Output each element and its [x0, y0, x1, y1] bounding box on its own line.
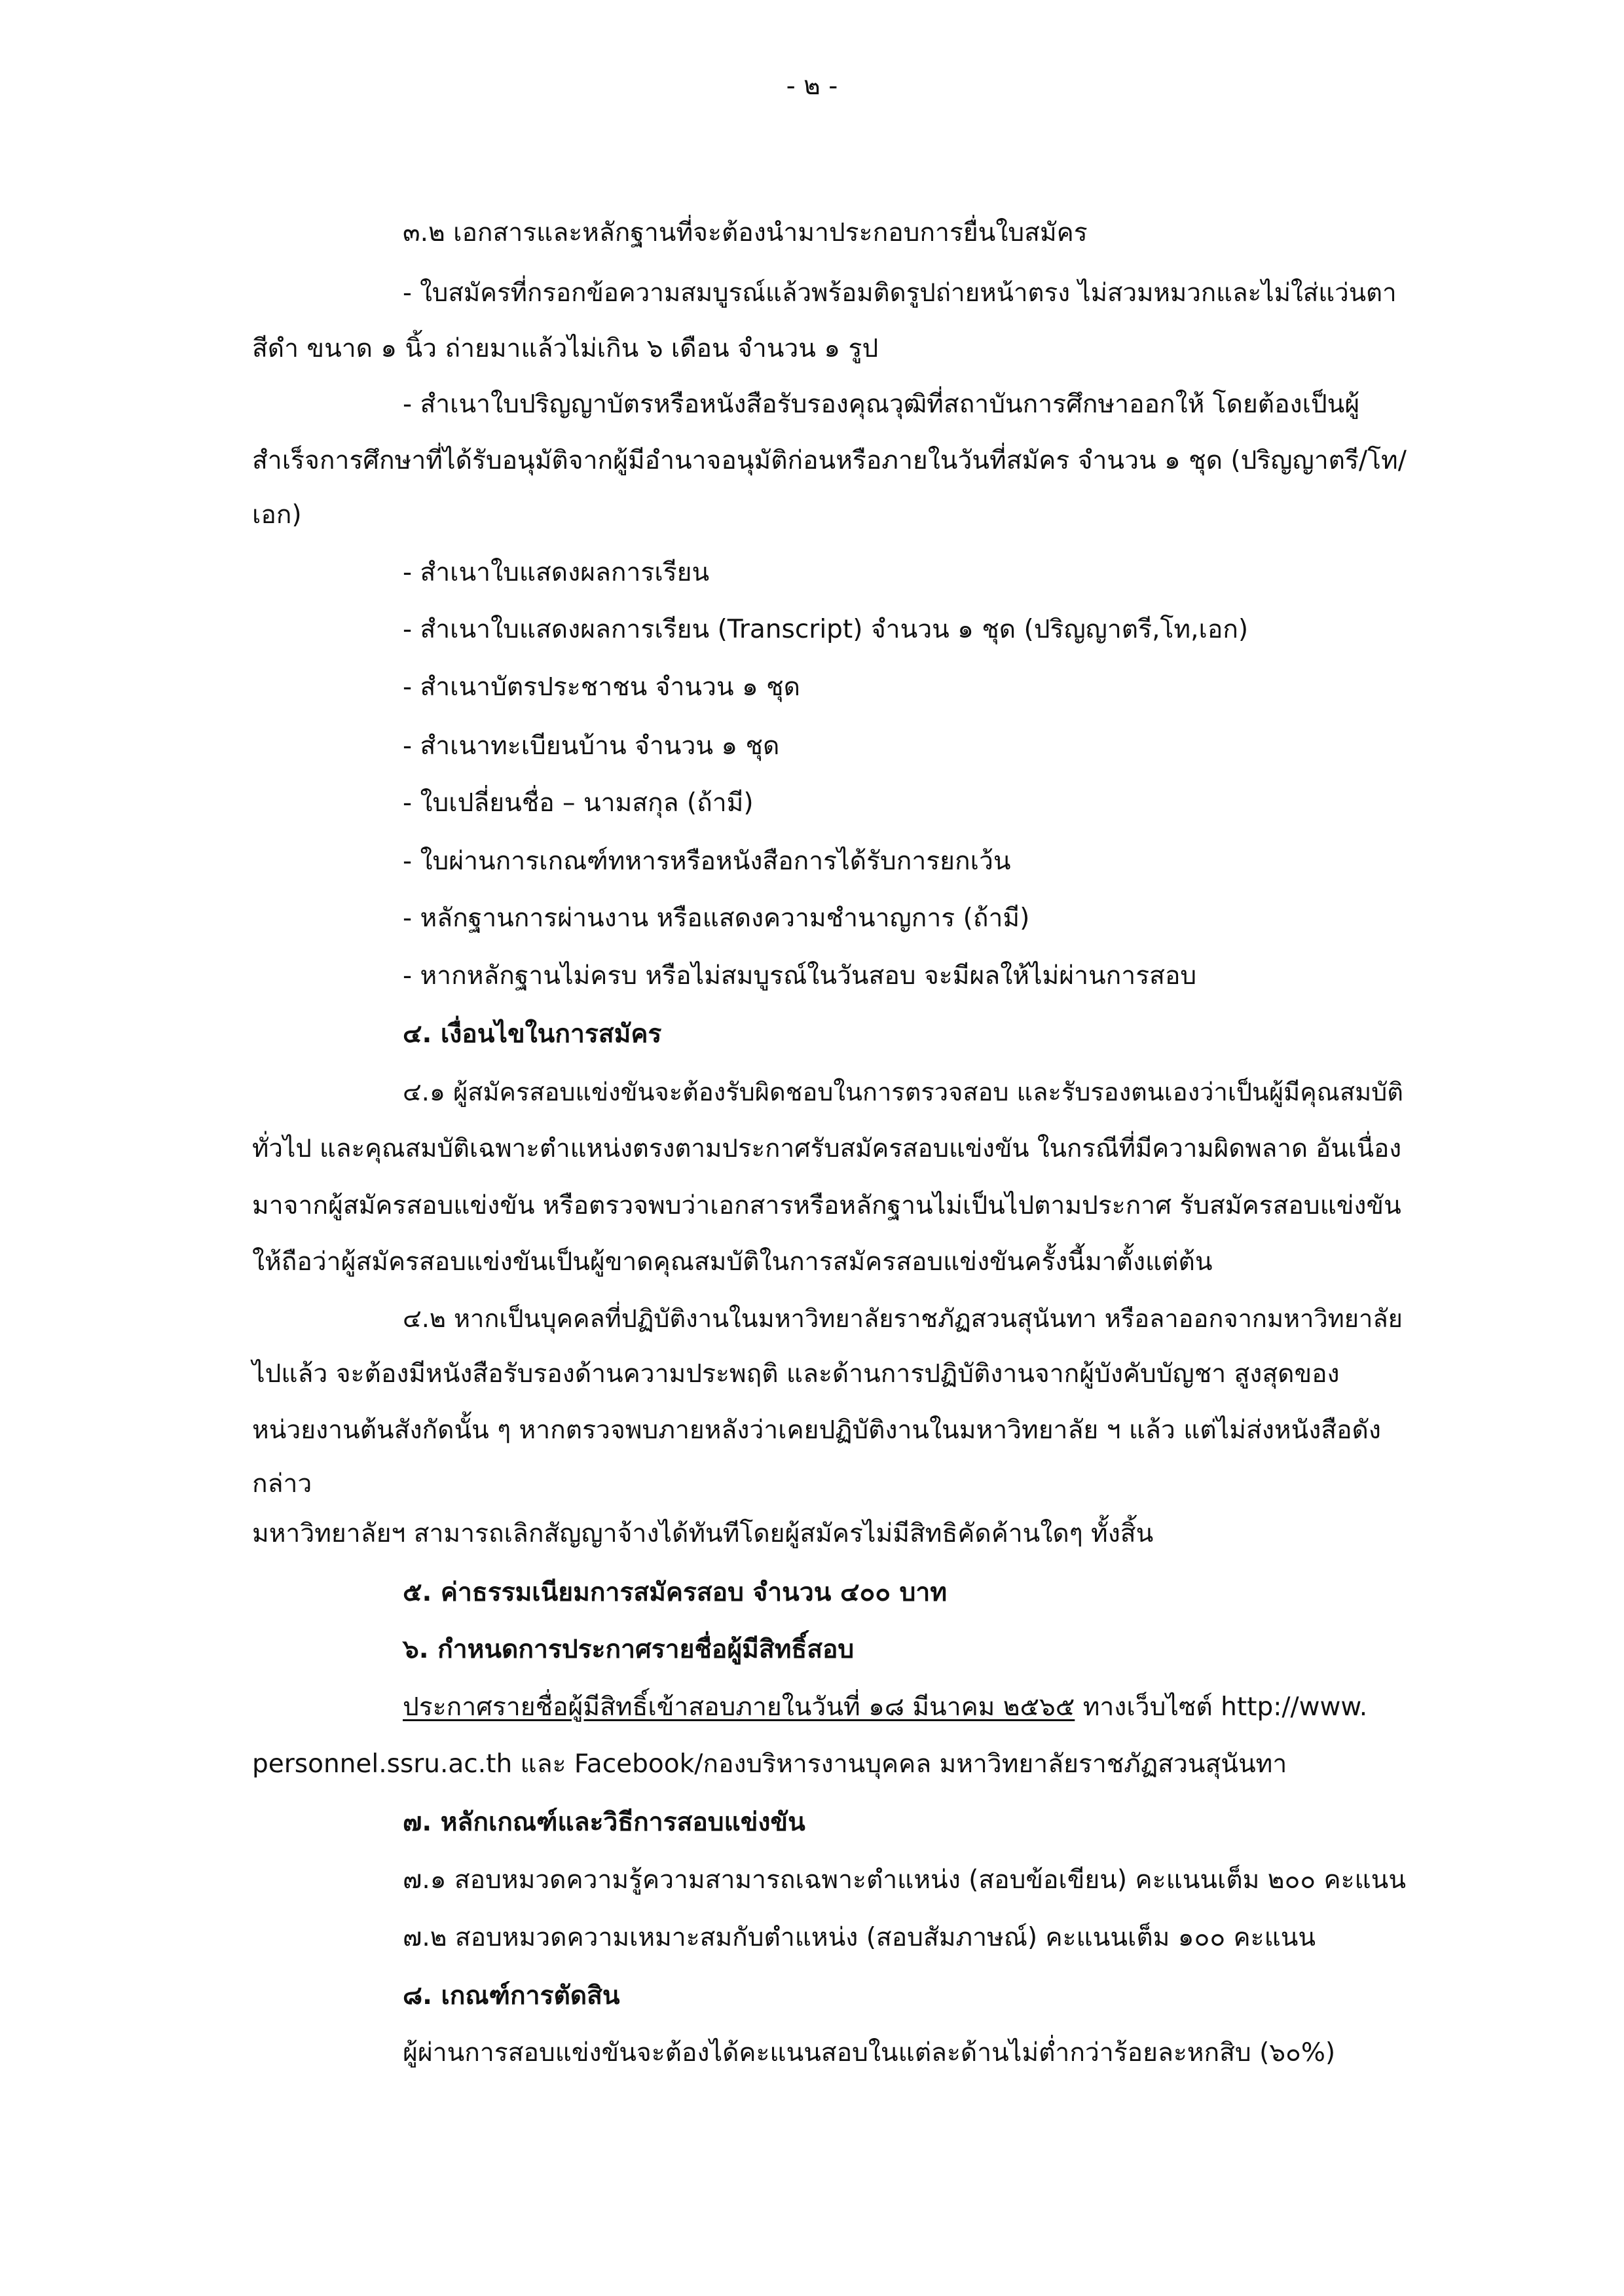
page-number: - ๒ - [786, 71, 838, 101]
section-4-p1-line4: ให้ถือว่าผู้สมัครสอบแข่งขันเป็นผู้ขาดคุณสมบัติในการสมัครสอบแข่งขันครั้งนี้มาตั้งแต่ต้น [252, 1247, 1213, 1277]
section-3-2-heading: ๓.๒ เอกสารและหลักฐานที่จะต้องนำมาประกอบการยื่นใบสมัคร [403, 218, 1088, 247]
section-6-line2: personnel.ssru.ac.th และ Facebook/กองบริหารงานบุคคล มหาวิทยาลัยราชภัฏสวนสุนันทา [252, 1749, 1287, 1779]
section-3-2-item9: - หลักฐานการผ่านงาน หรือแสดงความชำนาญการ (ถ้ามี) [403, 903, 1030, 933]
section-3-2-item2-line3: เอก) [252, 500, 302, 530]
section-3-2-item7: - ใบเปลี่ยนชื่อ – นามสกุล (ถ้ามี) [403, 788, 754, 818]
section-7-item1: ๗.๑ สอบหมวดความรู้ความสามารถเฉพาะตำแหน่ง (สอบข้อเขียน) คะแนนเต็ม ๒๐๐ คะแนน [403, 1865, 1406, 1895]
section-3-2-item6: - สำเนาทะเบียนบ้าน จำนวน ๑ ชุด [403, 731, 780, 761]
section-4-p1-line2: ทั่วไป และคุณสมบัติเฉพาะตำแหน่งตรงตามประกาศรับสมัครสอบแข่งขัน ในกรณีที่มีความผิดพลาด อันเนื่อง [252, 1134, 1402, 1163]
section-4-p2-line4: กล่าว [252, 1469, 312, 1499]
section-3-2-item10: - หากหลักฐานไม่ครบ หรือไม่สมบูรณ์ในวันสอบ จะมีผลให้ไม่ผ่านการสอบ [403, 961, 1197, 991]
section-5-heading: ๕. ค่าธรรมเนียมการสมัครสอบ จำนวน ๔๐๐ บาท [403, 1578, 948, 1607]
section-3-2-item5: - สำเนาบัตรประชาชน จำนวน ๑ ชุด [403, 672, 800, 702]
section-4-p2-line3: หน่วยงานต้นสังกัดนั้น ๆ หากตรวจพบภายหลังว่าเคยปฏิบัติงานในมหาวิทยาลัย ฯ แล้ว แต่ไม่ส่งหนังสือดัง [252, 1415, 1381, 1445]
section-6-heading: ๖. กำหนดการประกาศรายชื่อผู้มีสิทธิ์สอบ [403, 1635, 855, 1664]
section-3-2-item1-line1: - ใบสมัครที่กรอกข้อความสมบูรณ์แล้วพร้อมติดรูปถ่ายหน้าตรง ไม่สวมหมวกและไม่ใส่แว่นตา [403, 278, 1397, 308]
section-4-p2-line5: มหาวิทยาลัยฯ สามารถเลิกสัญญาจ้างได้ทันทีโดยผู้สมัครไม่มีสิทธิคัดค้านใดๆ ทั้งสิ้น [252, 1519, 1154, 1548]
section-3-2-item8: - ใบผ่านการเกณฑ์ทหารหรือหนังสือการได้รับการยกเว้น [403, 847, 1011, 876]
section-3-2-item1-line2: สีดำ ขนาด ๑ นิ้ว ถ่ายมาแล้วไม่เกิน ๖ เดือน จำนวน ๑ รูป [252, 334, 879, 363]
section-4-p1-line3: มาจากผู้สมัครสอบแข่งขัน หรือตรวจพบว่าเอกสารหรือหลักฐานไม่เป็นไปตามประกาศ รับสมัครสอบแข่งขัน [252, 1191, 1401, 1220]
website-text: ทางเว็บไซต์ http://www. [1075, 1692, 1368, 1722]
section-4-p2-line2: ไปแล้ว จะต้องมีหนังสือรับรองด้านความประพฤติ และด้านการปฏิบัติงานจากผู้บังคับบัญชา สูงสุดของ [252, 1359, 1340, 1389]
section-3-2-item2-line1: - สำเนาใบปริญญาบัตรหรือหนังสือรับรองคุณวุฒิที่สถาบันการศึกษาออกให้ โดยต้องเป็นผู้ [403, 390, 1360, 419]
section-3-2-item3: - สำเนาใบแสดงผลการเรียน [403, 558, 710, 587]
section-7-heading: ๗. หลักเกณฑ์และวิธีการสอบแข่งขัน [403, 1808, 805, 1837]
section-4-p2-line1: ๔.๒ หากเป็นบุคคลที่ปฏิบัติงานในมหาวิทยาลัยราชภัฏสวนสุนันทา หรือลาออกจากมหาวิทยาลัย [403, 1304, 1403, 1333]
section-7-item2: ๗.๒ สอบหมวดความเหมาะสมกับตำแหน่ง (สอบสัมภาษณ์) คะแนนเต็ม ๑๐๐ คะแนน [403, 1923, 1316, 1952]
section-8-heading: ๘. เกณฑ์การตัดสิน [403, 1981, 620, 2011]
announcement-date-underlined: ประกาศรายชื่อผู้มีสิทธิ์เข้าสอบภายในวันที่ ๑๘ มีนาคม ๒๕๖๕ [403, 1692, 1075, 1722]
section-3-2-item2-line2: สำเร็จการศึกษาที่ได้รับอนุมัติจากผู้มีอำนาจอนุมัติก่อนหรือภายในวันที่สมัคร จำนวน ๑ ชุด (ปริญญาตรี/โท/ [252, 446, 1407, 475]
section-8-line1: ผู้ผ่านการสอบแข่งขันจะต้องได้คะแนนสอบในแต่ละด้านไม่ต่ำกว่าร้อยละหกสิบ (๖๐%) [403, 2038, 1336, 2068]
section-4-p1-line1: ๔.๑ ผู้สมัครสอบแข่งขันจะต้องรับผิดชอบในการตรวจสอบ และรับรองตนเองว่าเป็นผู้มีคุณสมบัติ [403, 1078, 1403, 1106]
section-3-2-item4: - สำเนาใบแสดงผลการเรียน (Transcript) จำนวน ๑ ชุด (ปริญญาตรี,โท,เอก) [403, 615, 1249, 644]
section-4-heading: ๔. เงื่อนไขในการสมัคร [403, 1019, 662, 1049]
section-6-line1 [403, 1688, 1367, 1727]
